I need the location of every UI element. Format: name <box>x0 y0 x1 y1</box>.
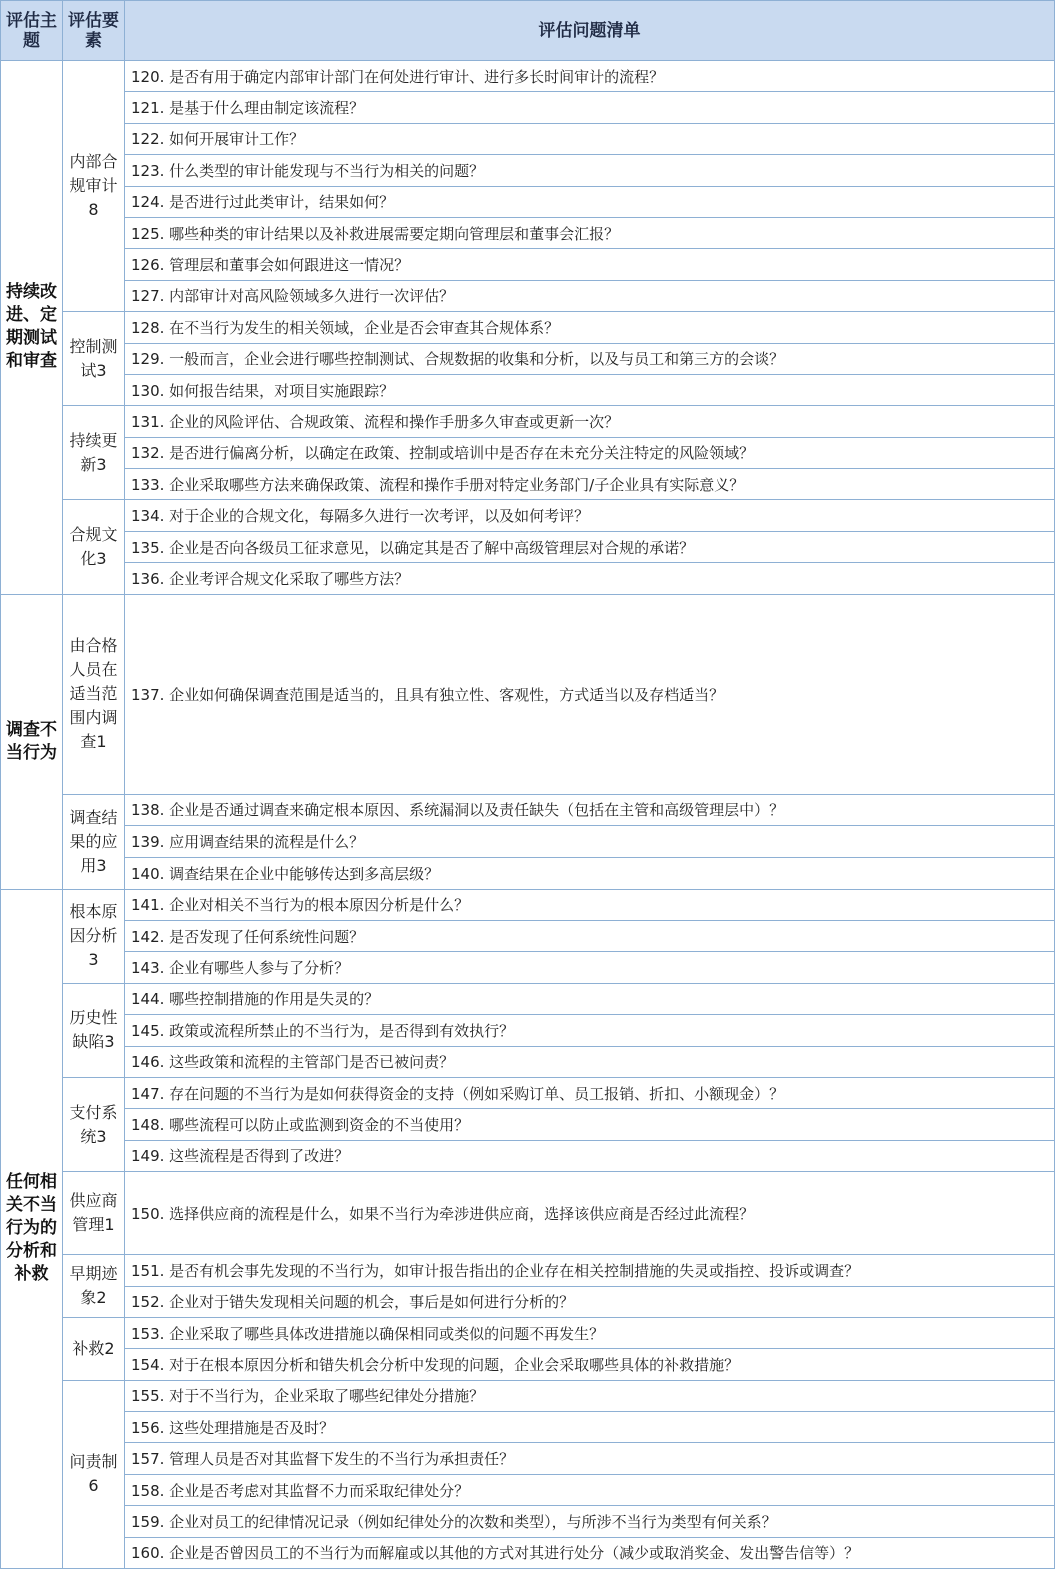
header-row <box>1 1 1055 61</box>
question-cell: 141. 企业对相关不当行为的根本原因分析是什么？ <box>125 889 1055 920</box>
table-row <box>1 186 1055 217</box>
table-row <box>1 1349 1055 1380</box>
table-row <box>1 1317 1055 1348</box>
element-cell: 调查结果的应用3 <box>63 794 125 889</box>
table-row <box>1 155 1055 186</box>
table-row <box>1 1255 1055 1286</box>
table-row <box>1 280 1055 311</box>
header-theme: 评估主题 <box>1 1 63 61</box>
question-cell: 130. 如何报告结果，对项目实施跟踪？ <box>125 374 1055 405</box>
table-row <box>1 1380 1055 1411</box>
question-cell: 134. 对于企业的合规文化，每隔多久进行一次考评，以及如何考评？ <box>125 500 1055 531</box>
table-row <box>1 469 1055 500</box>
question-cell: 140. 调查结果在企业中能够传达到多高层级？ <box>125 857 1055 889</box>
table-row <box>1 249 1055 280</box>
table-row <box>1 1286 1055 1317</box>
element-cell: 持续更新3 <box>63 406 125 500</box>
table-row <box>1 1172 1055 1255</box>
theme-cell: 任何相关不当行为的分析和补救 <box>1 889 63 1568</box>
table-row <box>1 889 1055 920</box>
question-cell: 144. 哪些控制措施的作用是失灵的？ <box>125 983 1055 1014</box>
question-cell: 126. 管理层和董事会如何跟进这一情况？ <box>125 249 1055 280</box>
question-cell: 133. 企业采取哪些方法来确保政策、流程和操作手册对特定业务部门/子企业具有实际意义？ <box>125 469 1055 500</box>
theme-cell: 持续改进、定期测试和审查 <box>1 61 63 595</box>
question-cell: 139. 应用调查结果的流程是什么？ <box>125 826 1055 858</box>
question-cell: 123. 什么类型的审计能发现与不当行为相关的问题？ <box>125 155 1055 186</box>
table-row <box>1 1109 1055 1140</box>
element-cell: 早期迹象2 <box>63 1255 125 1318</box>
table-row <box>1 123 1055 154</box>
question-cell: 127. 内部审计对高风险领域多久进行一次评估？ <box>125 280 1055 311</box>
question-cell: 155. 对于不当行为，企业采取了哪些纪律处分措施？ <box>125 1380 1055 1411</box>
table-row <box>1 1046 1055 1077</box>
table-row <box>1 1443 1055 1474</box>
table-row <box>1 1474 1055 1505</box>
header-questions: 评估问题清单 <box>125 1 1055 61</box>
question-cell: 146. 这些政策和流程的主管部门是否已被问责？ <box>125 1046 1055 1077</box>
element-cell: 补救2 <box>63 1317 125 1380</box>
table-row <box>1 983 1055 1014</box>
question-cell: 142. 是否发现了任何系统性问题？ <box>125 921 1055 952</box>
question-cell: 143. 企业有哪些人参与了分析？ <box>125 952 1055 983</box>
table-row <box>1 374 1055 405</box>
table-row <box>1 1140 1055 1171</box>
table-row <box>1 217 1055 248</box>
question-cell: 121. 是基于什么理由制定该流程？ <box>125 92 1055 123</box>
table-row <box>1 1015 1055 1046</box>
element-cell: 历史性缺陷3 <box>63 983 125 1077</box>
table-row <box>1 500 1055 531</box>
question-cell: 135. 企业是否向各级员工征求意见，以确定其是否了解中高级管理层对合规的承诺？ <box>125 531 1055 562</box>
question-cell: 124. 是否进行过此类审计，结果如何？ <box>125 186 1055 217</box>
table-row <box>1 1537 1055 1568</box>
question-cell: 156. 这些处理措施是否及时？ <box>125 1412 1055 1443</box>
element-cell: 合规文化3 <box>63 500 125 594</box>
question-cell: 150. 选择供应商的流程是什么，如果不当行为牵涉进供应商，选择该供应商是否经过此流程？ <box>125 1172 1055 1255</box>
question-cell: 153. 企业采取了哪些具体改进措施以确保相同或类似的问题不再发生？ <box>125 1317 1055 1348</box>
table-row <box>1 826 1055 858</box>
question-cell: 147. 存在问题的不当行为是如何获得资金的支持（例如采购订单、员工报销、折扣、小额现金）？ <box>125 1077 1055 1108</box>
question-cell: 159. 企业对员工的纪律情况记录（例如纪律处分的次数和类型），与所涉不当行为类型有何关系？ <box>125 1506 1055 1537</box>
question-cell: 158. 企业是否考虑对其监督不力而采取纪律处分？ <box>125 1474 1055 1505</box>
question-cell: 160. 企业是否曾因员工的不当行为而解雇或以其他的方式对其进行处分（减少或取消奖金、发出警告信等）？ <box>125 1537 1055 1568</box>
question-cell: 151. 是否有机会事先发现的不当行为，如审计报告指出的企业存在相关控制措施的失灵或指控、投诉或调查？ <box>125 1255 1055 1286</box>
question-cell: 138. 企业是否通过调查来确定根本原因、系统漏洞以及责任缺失（包括在主管和高级管理层中）？ <box>125 794 1055 826</box>
question-cell: 137. 企业如何确保调查范围是适当的，且具有独立性、客观性，方式适当以及存档适当？ <box>125 594 1055 794</box>
table-row <box>1 437 1055 468</box>
element-cell: 根本原因分析3 <box>63 889 125 983</box>
theme-cell: 调查不当行为 <box>1 594 63 889</box>
element-cell: 问责制6 <box>63 1380 125 1568</box>
table-row <box>1 92 1055 123</box>
table-row <box>1 921 1055 952</box>
header-element: 评估要素 <box>63 1 125 61</box>
question-cell: 131. 企业的风险评估、合规政策、流程和操作手册多久审查或更新一次？ <box>125 406 1055 437</box>
question-cell: 149. 这些流程是否得到了改进？ <box>125 1140 1055 1171</box>
question-cell: 132. 是否进行偏离分析，以确定在政策、控制或培训中是否存在未充分关注特定的风险领域？ <box>125 437 1055 468</box>
table-row <box>1 531 1055 562</box>
table-row <box>1 1077 1055 1108</box>
table-row <box>1 594 1055 794</box>
table-row <box>1 61 1055 92</box>
question-cell: 154. 对于在根本原因分析和错失机会分析中发现的问题，企业会采取哪些具体的补救措施？ <box>125 1349 1055 1380</box>
element-cell: 由合格人员在适当范围内调查1 <box>63 594 125 794</box>
table-row <box>1 406 1055 437</box>
element-cell: 支付系统3 <box>63 1077 125 1171</box>
table-row <box>1 563 1055 594</box>
element-cell: 供应商管理1 <box>63 1172 125 1255</box>
element-cell: 内部合规审计8 <box>63 61 125 312</box>
question-cell: 120. 是否有用于确定内部审计部门在何处进行审计、进行多长时间审计的流程？ <box>125 61 1055 92</box>
question-cell: 148. 哪些流程可以防止或监测到资金的不当使用？ <box>125 1109 1055 1140</box>
element-cell: 控制测试3 <box>63 312 125 406</box>
table-body <box>1 61 1055 1569</box>
table-row <box>1 952 1055 983</box>
question-cell: 122. 如何开展审计工作？ <box>125 123 1055 154</box>
table-row <box>1 1412 1055 1443</box>
question-cell: 129. 一般而言，企业会进行哪些控制测试、合规数据的收集和分析，以及与员工和第三方的会谈？ <box>125 343 1055 374</box>
table-row <box>1 794 1055 826</box>
table-row <box>1 343 1055 374</box>
question-cell: 128. 在不当行为发生的相关领域，企业是否会审查其合规体系？ <box>125 312 1055 343</box>
question-cell: 145. 政策或流程所禁止的不当行为，是否得到有效执行？ <box>125 1015 1055 1046</box>
table-row <box>1 1506 1055 1537</box>
question-cell: 125. 哪些种类的审计结果以及补救进展需要定期向管理层和董事会汇报？ <box>125 217 1055 248</box>
table-row <box>1 857 1055 889</box>
question-cell: 136. 企业考评合规文化采取了哪些方法？ <box>125 563 1055 594</box>
question-cell: 157. 管理人员是否对其监督下发生的不当行为承担责任？ <box>125 1443 1055 1474</box>
question-cell: 152. 企业对于错失发现相关问题的机会，事后是如何进行分析的？ <box>125 1286 1055 1317</box>
table-row <box>1 312 1055 343</box>
